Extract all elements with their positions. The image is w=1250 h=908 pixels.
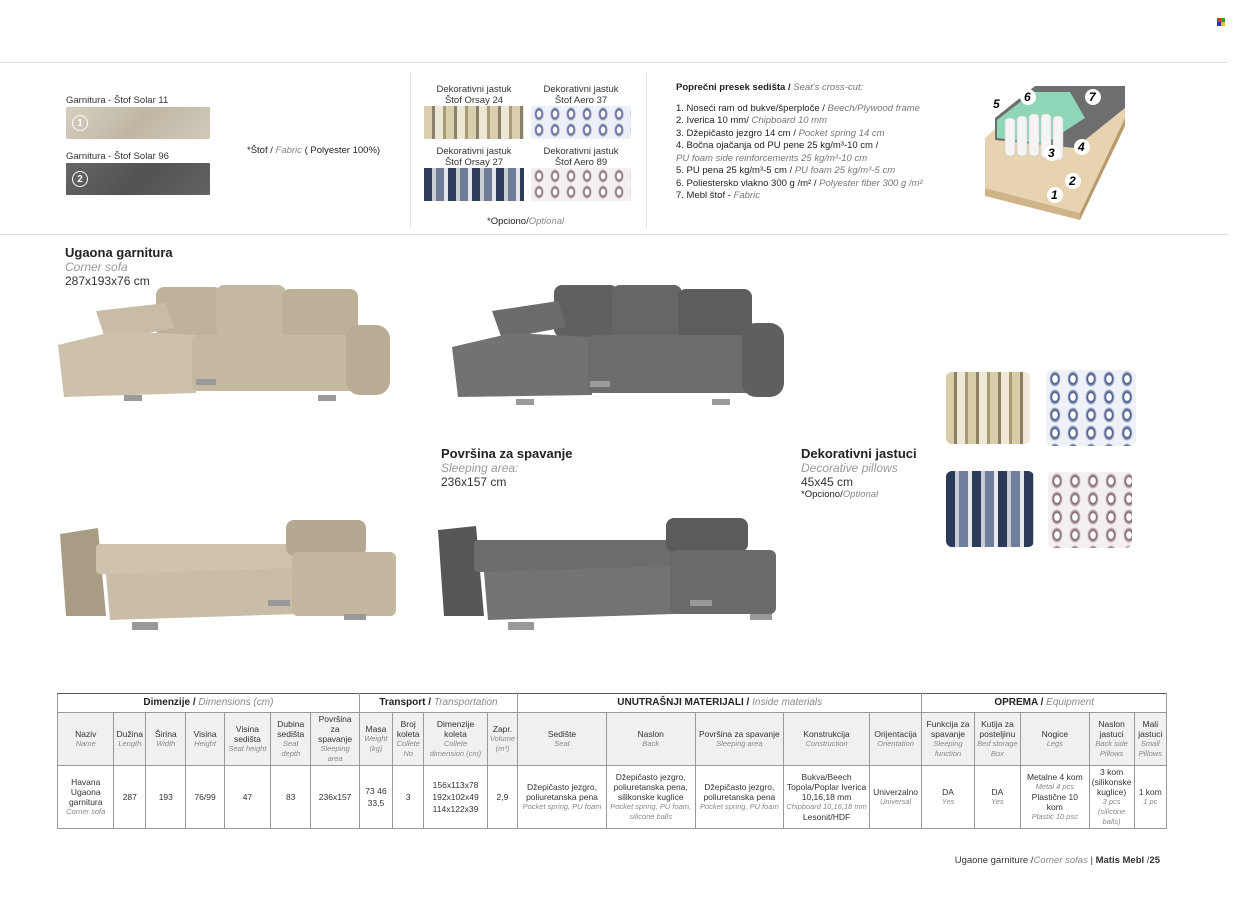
diagram-number-2: 2 [1069, 174, 1076, 188]
sleeping-area-heading: Površina za spavanje Sleeping area: 236x157 cm [441, 446, 573, 489]
header-cell: Dubina sedišta Seat depth [271, 713, 311, 766]
pillow-swatch-orsay-24[interactable] [424, 106, 524, 139]
fabric-swatch-2[interactable] [66, 163, 210, 195]
sofa-beige-bed-image [56, 516, 400, 634]
table-row: Havana Ugaona garnitura Corner sofa 287 193 76/99 47 83 236x157 73 46 33,5 3 156x113x78 192x102x49 114x122x39 2,9 Džepičasto jezgro, poliuretanska pena Pocket spring, PU foam Džepičasto jezgro, poliuretanska pena, silikonske kuglice Pocket spring, PU foam, silicone balls Džepičasto jezgro, poliuretanska pena Pocket spring, PU foam Bukva/Beech Topola/Poplar Iverica 10,16,18 mm Chipboard 10,16,18 mm Lesonit/HDF Univerzalno Universal DA Yes DA Yes Metalne 4 kom Metal 4 pcs Plastične 10 kom Plastic 10 psc 3 kom (silikonske kuglice) 3 pcs (silicone balls) 1 kom 1 pc [58, 766, 1167, 829]
pillow-optional-note: *Opciono/Optional [487, 216, 565, 227]
header-cell: Naziv Name [58, 713, 114, 766]
diagram-number-4: 4 [1078, 140, 1085, 154]
header-cell: Dužina Length [114, 713, 146, 766]
pillow-swatch-caption: Dekorativni jastuk Štof Aero 89 [543, 146, 619, 168]
header-cell: Visina Height [186, 713, 224, 766]
header-cell: Nogice Legs [1021, 713, 1090, 766]
header-cell: Konstrukcija Construction [784, 713, 870, 766]
header-cell: Zapr. Volume (m³) [487, 713, 517, 766]
page-footer: Ugaone garniture /Corner sofas | Matis Mebl /25 [954, 855, 1160, 866]
pillow-swatch-aero-37[interactable] [531, 106, 631, 139]
fabric-swatch-1[interactable] [66, 107, 210, 139]
header-cell: Širina Width [146, 713, 186, 766]
brand-mark-icon [1217, 18, 1225, 26]
diagram-number-5: 5 [993, 97, 1000, 111]
pillow-swatch-caption: Dekorativni jastuk Štof Aero 37 [543, 84, 619, 106]
header-cell: Naslon jastuci Back side Pillows [1089, 713, 1134, 766]
sofa-grey-corner-image [450, 283, 786, 409]
cross-section-text: Poprečni presek sedišta / Seat's cross-cut: 1. Noseći ram od bukve/šperploče / Beech/Plywood frame 2. Iverica 10 mm/ Chipboard 10 mm 3. Džepičasto jezgro 14 cm / Pocket spring 14 cm 4. Bočna ojačanja od PU pene 25 kg/m³-10 cm / PU foam side reinforcements 25 kg/m³-10 cm 5. PU pena 25 kg/m³-5 cm / PU foam 25 kg/m³-5 cm 6. Poliestersko vlakno 300 g /m² / Polyester fiber 300 g /m² 7. Mebl štof - Fabric [676, 82, 923, 201]
pillow-aero-89-image [1048, 472, 1132, 548]
group-equipment: OPREMA / Equipment [922, 694, 1167, 713]
header-cell: Orijentacija Orientation [869, 713, 921, 766]
pillow-swatch-caption: Dekorativni jastuk Štof Orsay 27 [436, 146, 512, 168]
diagram-number-3: 3 [1048, 146, 1055, 160]
group-dimensions: Dimenzije / Dimensions (cm) [58, 694, 360, 713]
diagram-number-6: 6 [1024, 90, 1031, 104]
sofa-beige-corner-image [56, 283, 392, 407]
header-cell: Masa Weight (kg) [359, 713, 392, 766]
diagram-number-7: 7 [1089, 90, 1096, 104]
sofa-grey-bed-image [434, 516, 778, 634]
group-inside-materials: UNUTRAŠNJI MATERIJALI / Inside materials [518, 694, 922, 713]
specification-table [57, 693, 1167, 829]
column-divider [646, 72, 647, 228]
header-cell: Funkcija za spavanje Sleeping function [922, 713, 974, 766]
pillow-orsay-24-image [946, 372, 1030, 444]
header-cell: Naslon Back [606, 713, 695, 766]
fabric-label-2: Garnitura - Štof Solar 96 [66, 151, 169, 162]
header-cell: Mali jastuci Small Pillows [1134, 713, 1166, 766]
header-cell: Visina sedišta Seat height [224, 713, 270, 766]
column-divider [410, 72, 411, 228]
header-cell: Sedište Seat [518, 713, 607, 766]
corner-sofa-heading: Ugaona garnitura Corner sofa 287x193x76 cm [65, 245, 173, 288]
deco-pillows-heading: Dekorativni jastuci Decorative pillows 45x45 cm *Opciono/Optional [801, 446, 917, 500]
header-cell: Broj koleta Collete No [393, 713, 424, 766]
header-cell: Dimenzije koleta Collete dimension (cm) [424, 713, 487, 766]
pillow-orsay-27-image [946, 471, 1034, 547]
pillow-aero-37-image [1046, 370, 1136, 446]
group-transport: Transport / Transportation [359, 694, 517, 713]
fabric-note: *Štof / Fabric ( Polyester 100%) [247, 145, 381, 156]
swatch-number: 1 [72, 115, 88, 131]
cross-section-diagram [975, 78, 1135, 220]
pillow-swatch-orsay-27[interactable] [424, 168, 524, 201]
top-divider [0, 62, 1228, 63]
header-cell: Kutija za posteljinu Bed storage Box [974, 713, 1020, 766]
pillow-swatch-aero-89[interactable] [531, 168, 631, 201]
fabric-label-1: Garnitura - Štof Solar 11 [66, 95, 169, 106]
section-divider [0, 234, 1228, 235]
header-cell: Površina za spavanje Sleeping area [695, 713, 784, 766]
diagram-number-1: 1 [1051, 188, 1058, 202]
pillow-swatch-caption: Dekorativni jastuk Štof Orsay 24 [436, 84, 512, 106]
header-cell: Površina za spavanje Sleeping area [311, 713, 359, 766]
swatch-number: 2 [72, 171, 88, 187]
